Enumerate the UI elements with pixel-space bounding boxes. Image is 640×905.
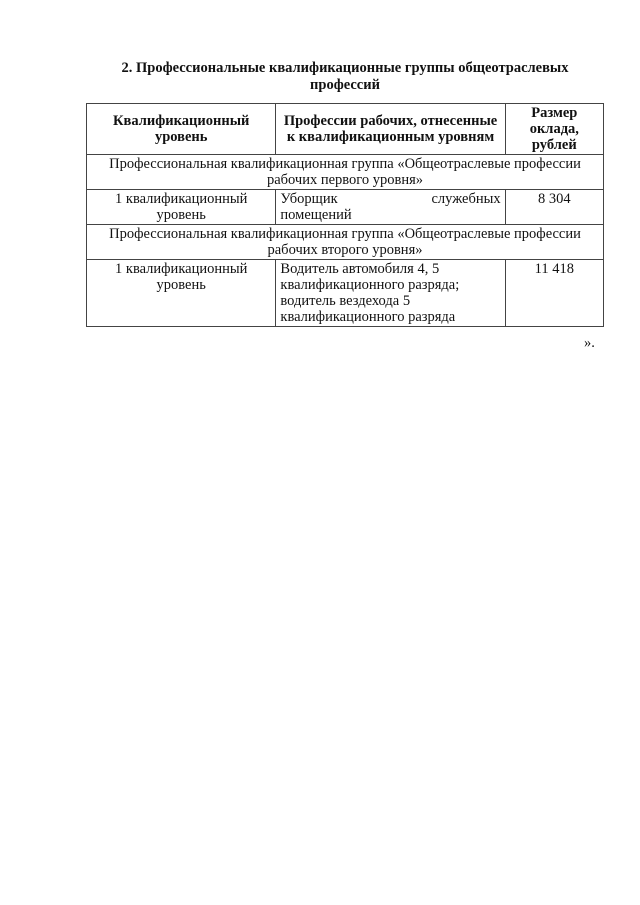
table-header-row xyxy=(87,104,604,155)
table-row xyxy=(87,260,604,327)
group-row-first-level xyxy=(87,155,604,190)
table-row xyxy=(87,190,604,225)
group-row-second-level xyxy=(87,225,604,260)
qualification-level-cell: 1 квалификационный уровень xyxy=(87,190,276,225)
salary-cell: 11 418 xyxy=(505,260,603,327)
profession-word: Уборщик xyxy=(280,191,338,207)
salary-cell: 8 304 xyxy=(505,190,603,225)
qualification-groups-table xyxy=(86,103,604,327)
closing-quote-mark: ». xyxy=(584,335,595,351)
profession-cell xyxy=(276,190,505,225)
group-name-second-level: Профессиональная квалификационная группа «Общеотраслевые профессии рабочих второго уровня» xyxy=(87,225,604,260)
profession-cell: Водитель автомобиля 4, 5 квалификационного разряда; водитель вездехода 5 квалификационного разряда xyxy=(276,260,505,327)
page-title-line-2: профессий xyxy=(310,77,380,93)
page-title-line-1: 2. Профессиональные квалификационные группы общеотраслевых xyxy=(121,60,569,76)
header-qualification-level: Квалификационный уровень xyxy=(87,104,276,155)
header-salary: Размер оклада, рублей xyxy=(505,104,603,155)
header-professions: Профессии рабочих, отнесенные к квалификационным уровням xyxy=(276,104,505,155)
group-name-first-level: Профессиональная квалификационная группа «Общеотраслевые профессии рабочих первого уровня» xyxy=(87,155,604,190)
profession-word: помещений xyxy=(280,207,352,223)
qualification-level-cell: 1 квалификационный уровень xyxy=(87,260,276,327)
profession-word: служебных xyxy=(431,191,501,207)
page-title xyxy=(86,60,604,94)
